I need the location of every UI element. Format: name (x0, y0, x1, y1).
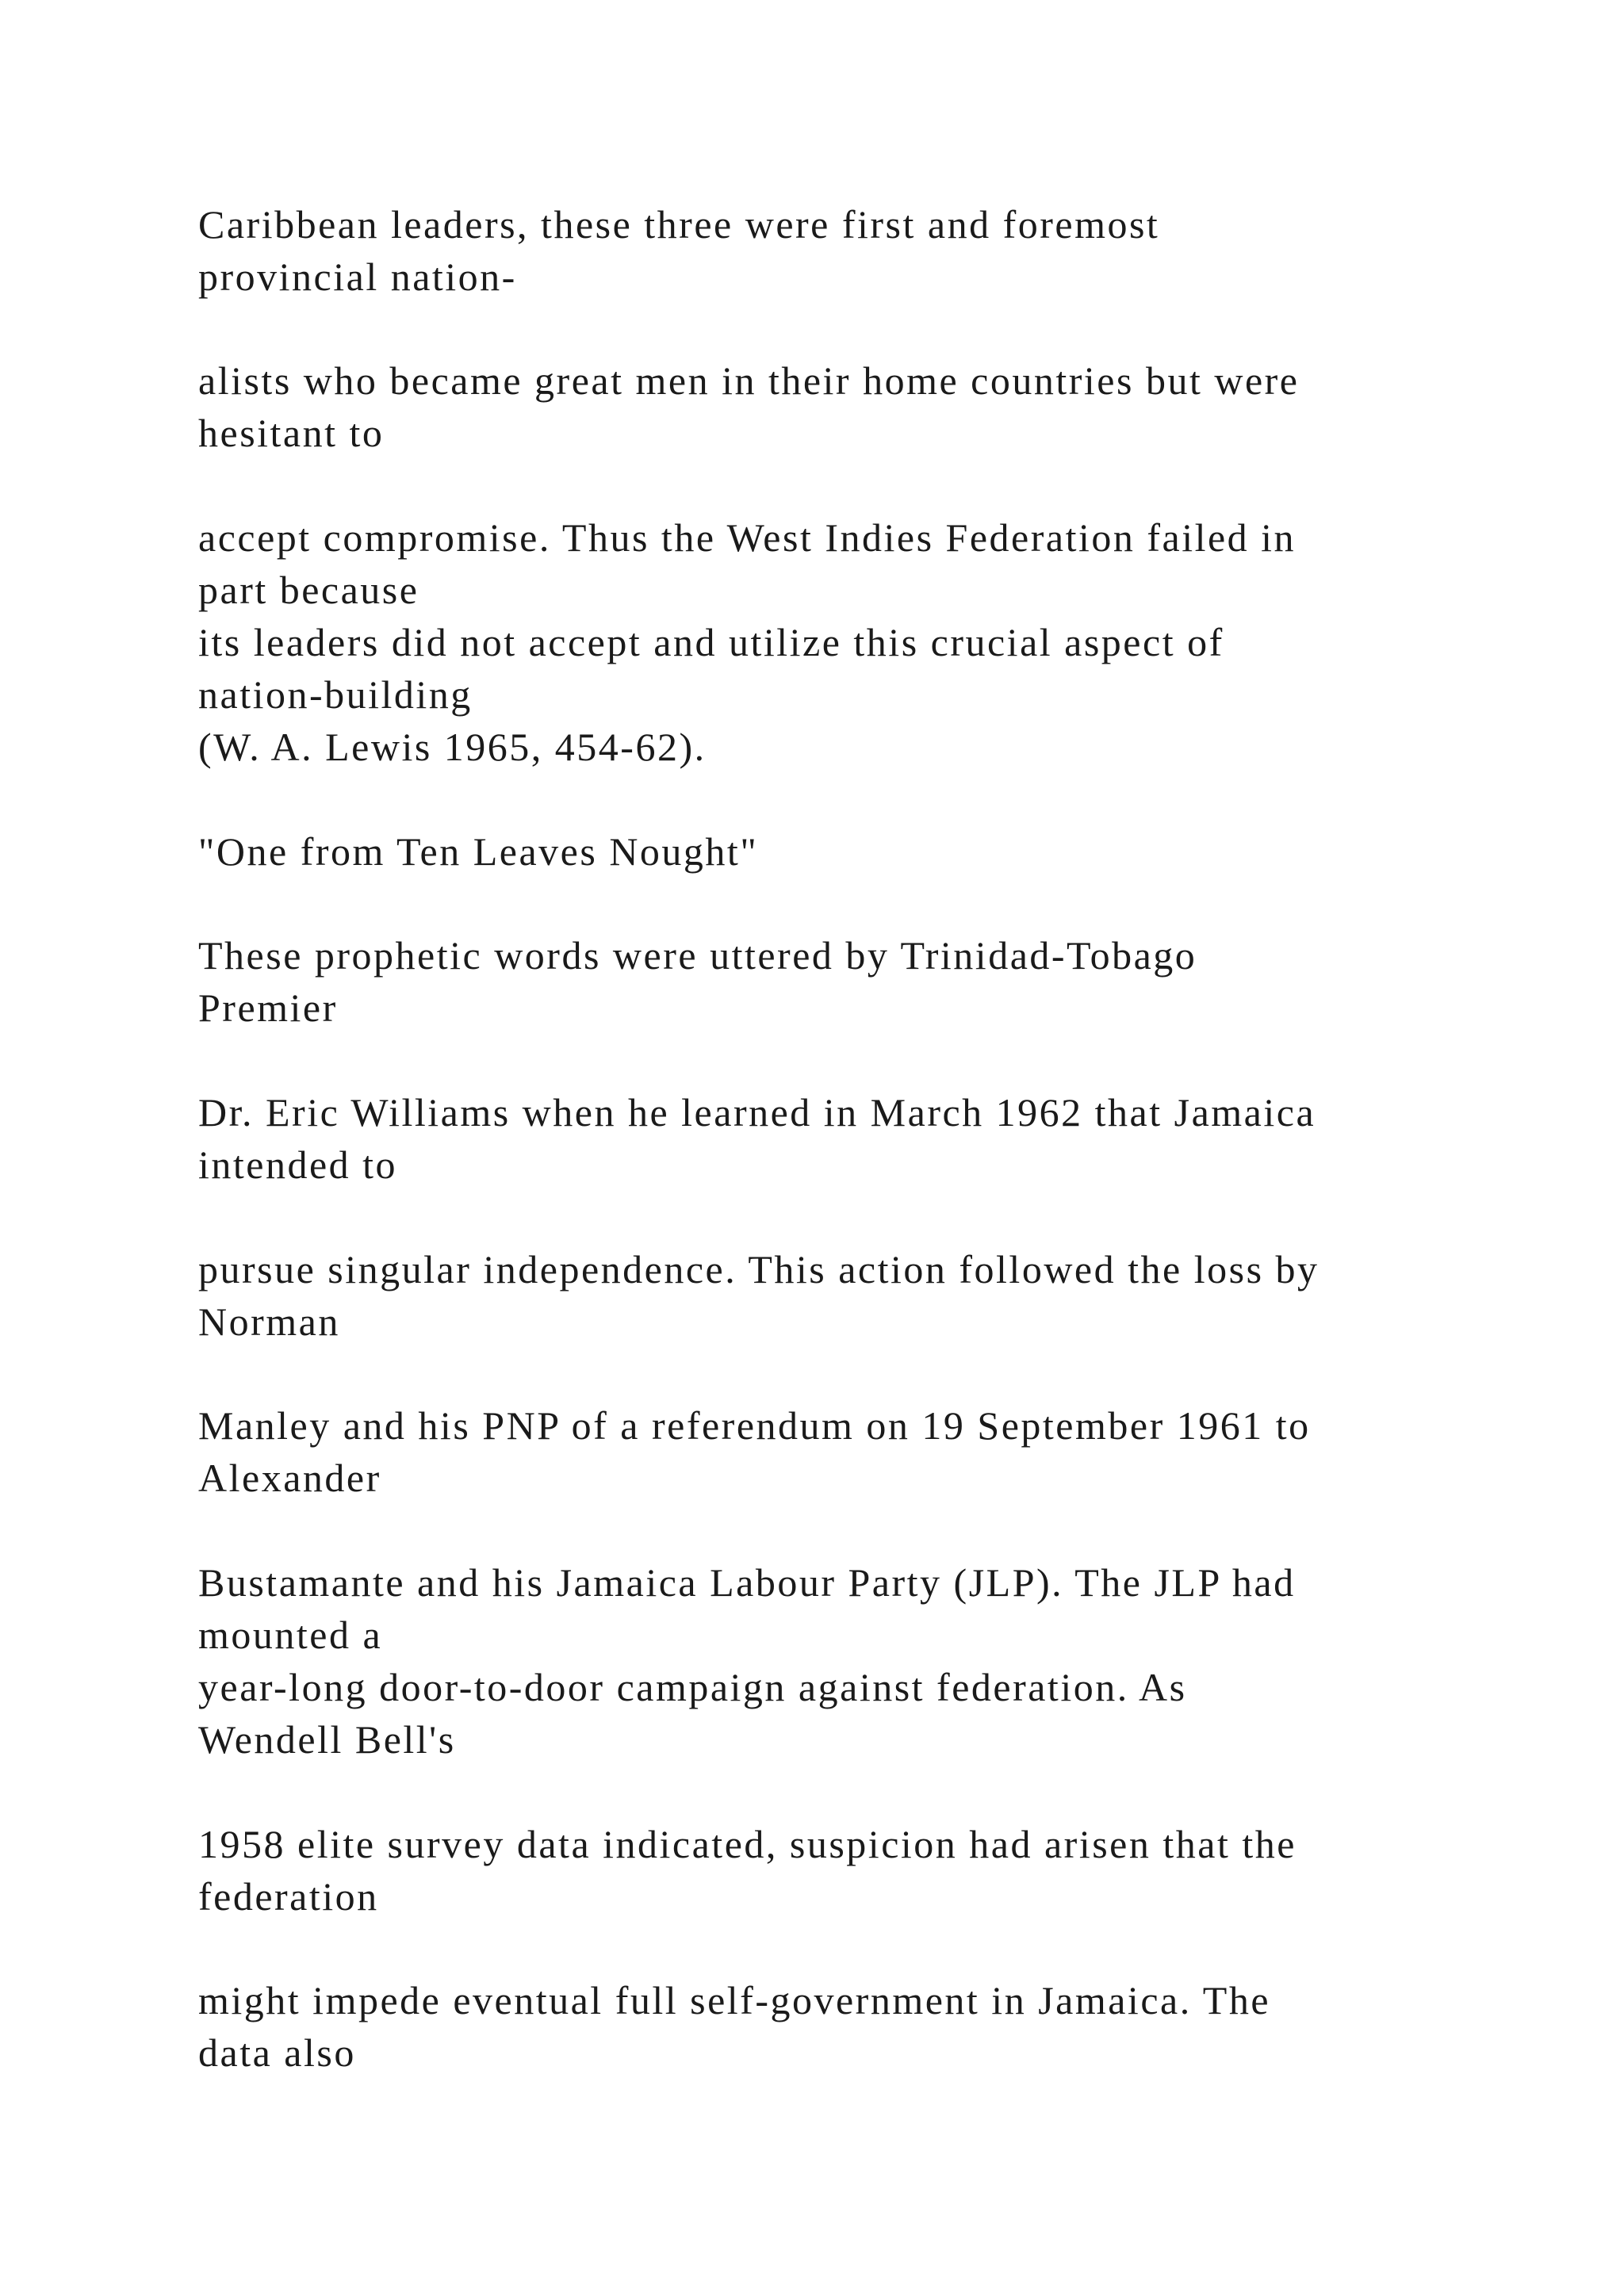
text-line: year-long door-to-door campaign against federation. As (198, 1665, 1187, 1709)
text-line: its leaders did not accept and utilize this crucial aspect of (198, 620, 1224, 664)
text-line: These prophetic words were uttered by Trinidad-Tobago (198, 933, 1197, 978)
text-line: nation-building (198, 672, 473, 717)
text-line: Norman (198, 1299, 340, 1344)
text-line: Manley and his PNP of a referendum on 19 September 1961 to (198, 1403, 1311, 1448)
text-line: data also (198, 2030, 356, 2075)
text-line: intended to (198, 1142, 398, 1187)
text-line: hesitant to (198, 411, 385, 455)
text-line: Bustamante and his Jamaica Labour Party (JLP). The JLP had (198, 1560, 1296, 1605)
text-line: Dr. Eric Williams when he learned in March 1962 that Jamaica (198, 1090, 1316, 1135)
section-heading: "One from Ten Leaves Nought" (198, 829, 759, 874)
text-line: Wendell Bell's (198, 1717, 456, 1762)
text-line: accept compromise. Thus the West Indies Federation failed in (198, 515, 1297, 560)
text-line: Premier (198, 985, 338, 1030)
text-line: Alexander (198, 1456, 381, 1500)
text-line: mounted a (198, 1613, 383, 1657)
text-line: Caribbean leaders, these three were first and foremost (198, 202, 1160, 247)
text-line: part because (198, 568, 419, 612)
text-line: alists who became great men in their home countries but were (198, 358, 1300, 403)
text-line: pursue singular independence. This action followed the loss by (198, 1247, 1320, 1292)
text-line: might impede eventual full self-government in Jamaica. The (198, 1978, 1271, 2022)
text-line: 1958 elite survey data indicated, suspicion had arisen that the (198, 1822, 1297, 1866)
text-line: provincial nation- (198, 254, 517, 299)
text-line: federation (198, 1874, 379, 1919)
text-line: (W. A. Lewis 1965, 454-62). (198, 725, 707, 769)
